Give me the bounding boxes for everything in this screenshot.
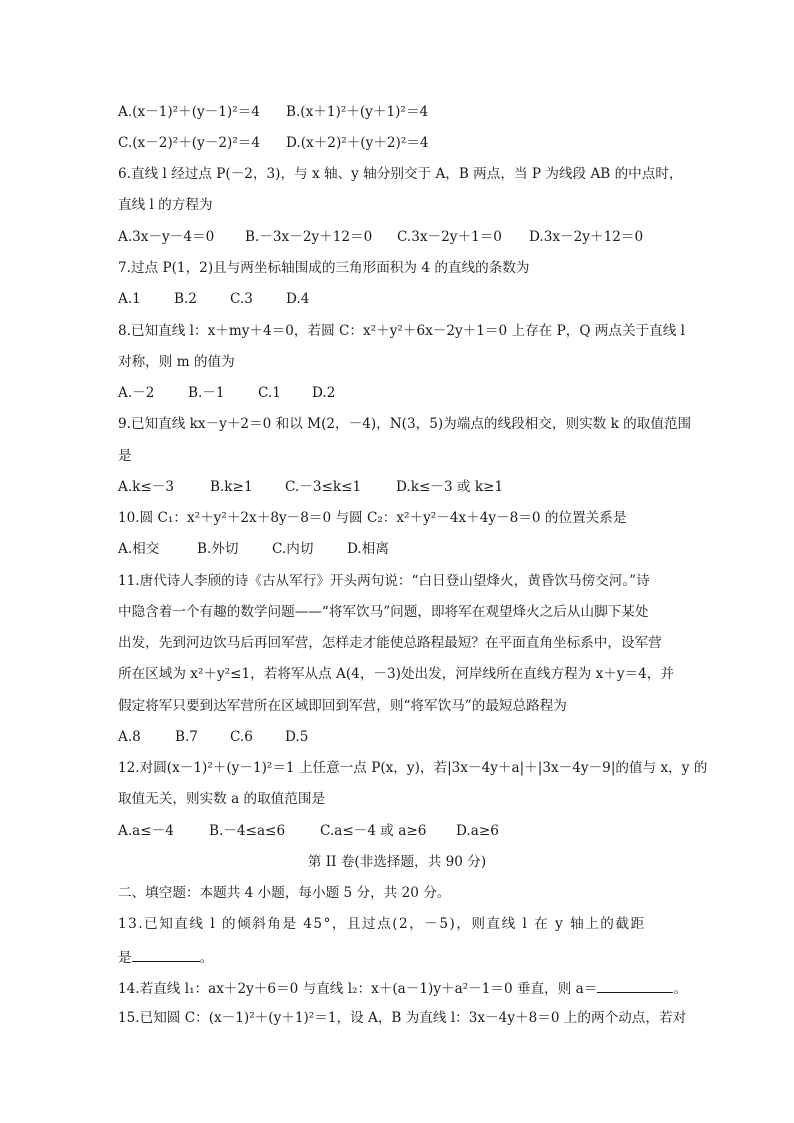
q6-option-a: A.3x－y－4＝0	[118, 229, 215, 245]
q7-option-c: C.3	[230, 291, 253, 307]
q11-line-2: 中隐含着一个有趣的数学问题——“将军饮马”问题，即将军在观望烽火之后从山脚下某处	[118, 604, 649, 620]
q8-option-a: A.－2	[118, 385, 155, 401]
q14-text: 14.若直线 l₁：ax＋2y＋6＝0 与直线 l₂：x＋(a－1)y＋a²－1＝0 垂直，则 a＝	[118, 981, 598, 997]
q5-options-row-1	[118, 103, 428, 121]
q9-option-b: B.k≥1	[210, 479, 253, 495]
q12-option-b: B.－4≤a≤6	[209, 823, 286, 839]
q10-line-1: 10.圆 C₁：x²＋y²＋2x＋8y－8＝0 与圆 C₂：x²＋y²－4x＋4y－8＝0 的位置关系是	[118, 510, 627, 526]
q5-options-row-2	[118, 134, 429, 152]
q13-line-2	[118, 947, 213, 967]
q8-line-2: 对称，则 m 的值为	[118, 354, 235, 370]
q12-option-d: D.a≥6	[456, 823, 499, 839]
q11-line-5: 假定将军只要到达军营所在区域即回到军营，则“将军饮马”的最短总路程为	[118, 698, 567, 714]
q13-text-end: 。	[199, 950, 214, 966]
q11-option-c: C.6	[230, 729, 253, 745]
q9-option-c: C.－3≤k≤1	[285, 479, 362, 495]
q8-line-1: 8.已知直线 l：x＋my＋4＝0，若圆 C：x²＋y²＋6x－2y＋1＝0 上存在 P，Q 两点关于直线 l	[118, 323, 686, 339]
q14-line-1	[118, 978, 687, 998]
q7-option-d: D.4	[286, 291, 310, 307]
q15-line-1: 15.已知圆 C：(x－1)²＋(y＋1)²＝1，设 A，B 为直线 l：3x－4y＋8＝0 上的两个动点，若对	[118, 1010, 687, 1026]
q10-option-c: C.内切	[272, 541, 314, 557]
q6-options	[118, 228, 643, 246]
q5-option-b: B.(x＋1)²＋(y＋1)²＝4	[286, 104, 429, 120]
q11-options	[118, 728, 308, 746]
q8-option-c: C.1	[258, 385, 281, 401]
q6-line-1: 6.直线 l 经过点 P(－2，3)，与 x 轴、y 轴分别交于 A，B 两点，当 P 为线段 AB 的中点时，	[118, 166, 683, 182]
q13-line-1: 13.已知直线 l 的倾斜角是 45°，且过点(2，－5)，则直线 l 在 y 轴上的截距	[118, 916, 646, 932]
q6-option-b: B.－3x－2y＋12＝0	[245, 229, 373, 245]
q12-option-c: C.a≤－4 或 a≥6	[320, 823, 427, 839]
q11-option-b: B.7	[175, 729, 198, 745]
q9-option-a: A.k≤－3	[118, 479, 175, 495]
q13-text-start: 是	[118, 950, 132, 966]
section-2-title: 二、填空题：本题共 4 小题，每小题 5 分，共 20 分。	[118, 885, 451, 901]
q5-option-c: C.(x－2)²＋(y－2)²＝4	[118, 135, 261, 151]
q10-options	[118, 540, 389, 558]
q9-options	[118, 478, 503, 496]
q8-options	[118, 384, 335, 402]
q10-option-b: B.外切	[197, 541, 239, 557]
q10-option-d: D.相离	[347, 541, 389, 557]
q12-option-a: A.a≤－4	[118, 823, 174, 839]
q8-option-d: D.2	[312, 385, 336, 401]
q7-line-1: 7.过点 P(1，2)且与两坐标轴围成的三角形面积为 4 的直线的条数为	[118, 260, 530, 276]
q6-option-c: C.3x－2y＋1＝0	[397, 229, 502, 245]
q5-option-d: D.(x＋2)²＋(y＋2)²＝4	[286, 135, 429, 151]
q11-option-a: A.8	[118, 729, 141, 745]
q7-option-a: A.1	[118, 291, 141, 307]
q14-text-end: 。	[673, 981, 687, 997]
q12-line-2: 取值无关，则实数 a 的取值范围是	[118, 791, 326, 807]
q9-line-1: 9.已知直线 kx－y＋2＝0 和以 M(2，－4)，N(3，5)为端点的线段相交，则实数 k 的取值范围	[118, 416, 692, 432]
q10-option-a: A.相交	[118, 541, 160, 557]
q11-line-4: 所在区域为 x²＋y²≤1，若将军从点 A(4，－3)处出发，河岸线所在直线方程为 x＋y＝4，并	[118, 666, 674, 682]
q6-line-2: 直线 l 的方程为	[118, 197, 213, 213]
q11-line-3: 出发，先到河边饮马后再回军营，怎样走才能使总路程最短？在平面直角坐标系中，设军营	[118, 635, 662, 651]
q7-options	[118, 290, 309, 308]
q12-options	[118, 822, 499, 840]
q5-option-a: A.(x－1)²＋(y－1)²＝4	[118, 104, 260, 120]
q9-line-2: 是	[118, 448, 132, 464]
q12-line-1: 12.对圆(x－1)²＋(y－1)²＝1 上任意一点 P(x，y)，若|3x－4y＋a|＋|3x－4y－9|的值与 x，y 的	[118, 760, 708, 776]
q14-answer-blank[interactable]	[597, 978, 673, 993]
q9-option-d: D.k≤－3 或 k≥1	[396, 479, 504, 495]
q7-option-b: B.2	[174, 291, 197, 307]
part-2-title: 第 II 卷(非选择题，共 90 分)	[307, 854, 487, 870]
q8-option-b: B.－1	[188, 385, 225, 401]
q11-option-d: D.5	[285, 729, 309, 745]
q6-option-d: D.3x－2y＋12＝0	[529, 229, 644, 245]
q11-line-1: 11.唐代诗人李颀的诗《古从军行》开头两句说：“白日登山望烽火，黄昏饮马傍交河。”诗	[118, 573, 650, 589]
q13-answer-blank[interactable]	[132, 947, 200, 962]
